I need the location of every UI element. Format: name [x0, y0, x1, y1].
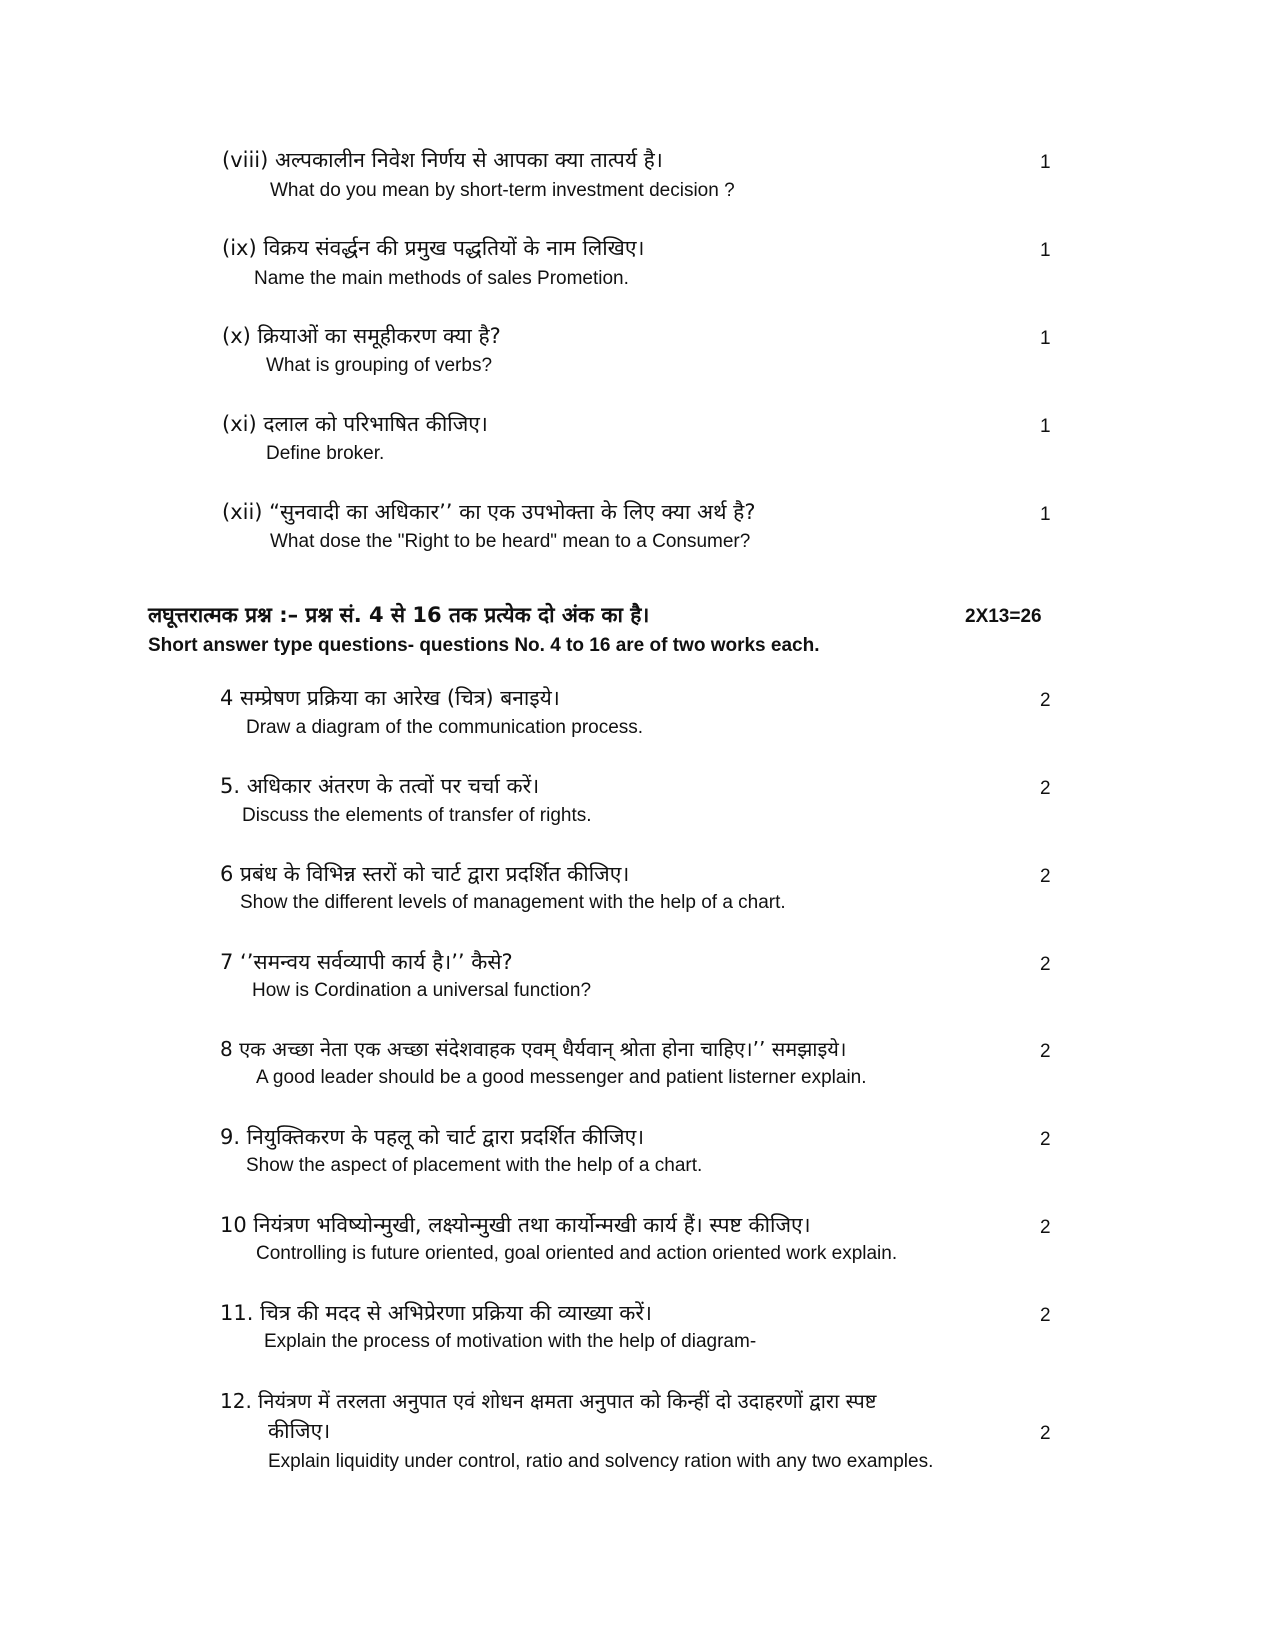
- question-5-hindi: 5. अधिकार अंतरण के तत्वों पर चर्चा करें।: [220, 774, 540, 798]
- question-xi-english: Define broker.: [266, 443, 385, 464]
- question-8-english: A good leader should be a good messenger and patient listerner explain.: [256, 1067, 867, 1088]
- question-10-hindi: 10 नियंत्रण भविष्योन्मुखी, लक्ष्योन्मुखी तथा कार्योन्मखी कार्य हैं। स्पष्ट कीजिए।: [220, 1213, 811, 1237]
- question-7-marks: 2: [1040, 954, 1051, 975]
- question-7-english: How is Cordination a universal function?: [252, 980, 592, 1001]
- question-12-marks: 2: [1040, 1423, 1051, 1444]
- question-x-english: What is grouping of verbs?: [266, 355, 493, 376]
- question-ix-marks: 1: [1040, 240, 1051, 261]
- question-viii-hindi: (viii) अल्पकालीन निवेश निर्णय से आपका क्या तात्पर्य है।: [222, 148, 663, 172]
- question-4-hindi: 4 सम्प्रेषण प्रक्रिया का आरेख (चित्र) बनाइये।: [220, 686, 560, 710]
- question-8-marks: 2: [1040, 1041, 1051, 1062]
- question-8-hindi: 8 एक अच्छा नेता एक अच्छा संदेशवाहक एवम् धैर्यवान् श्रोता होना चाहिए।’’ समझाइये।: [220, 1037, 847, 1061]
- question-12-english: Explain liquidity under control, ratio and solvency ration with any two examples.: [268, 1451, 934, 1472]
- section-total-marks: 2X13=26: [965, 606, 1042, 627]
- question-6-marks: 2: [1040, 866, 1051, 887]
- question-9-english: Show the aspect of placement with the help of a chart.: [246, 1155, 703, 1176]
- question-12-hindi: 12. नियंत्रण में तरलता अनुपात एवं शोधन क्षमता अनुपात को किन्हीं दो उदाहरणों द्वारा स्पष्ट: [220, 1389, 877, 1413]
- question-xii-marks: 1: [1040, 504, 1051, 525]
- question-viii-english: What do you mean by short-term investment decision ?: [270, 180, 735, 201]
- question-6-hindi: 6 प्रबंध के विभिन्न स्तरों को चार्ट द्वारा प्रदर्शित कीजिए।: [220, 862, 630, 886]
- question-xi-hindi: (xi) दलाल को परिभाषित कीजिए।: [222, 412, 488, 436]
- question-ix-hindi: (ix) विक्रय संवर्द्धन की प्रमुख पद्धतियों के नाम लिखिए।: [222, 236, 645, 260]
- question-11-marks: 2: [1040, 1305, 1051, 1326]
- question-9-marks: 2: [1040, 1129, 1051, 1150]
- question-viii-marks: 1: [1040, 152, 1051, 173]
- section-heading-english: Short answer type questions- questions No. 4 to 16 are of two works each.: [148, 635, 820, 656]
- question-11-english: Explain the process of motivation with the help of diagram-: [264, 1331, 757, 1352]
- question-x-hindi: (x) क्रियाओं का समूहीकरण क्या है?: [222, 324, 501, 348]
- question-5-marks: 2: [1040, 778, 1051, 799]
- question-9-hindi: 9. नियुक्तिकरण के पहलू को चार्ट द्वारा प्रदर्शित कीजिए।: [220, 1125, 645, 1149]
- question-xii-english: What dose the "Right to be heard" mean to a Consumer?: [270, 531, 751, 552]
- question-ix-english: Name the main methods of sales Prometion.: [254, 268, 629, 289]
- question-x-marks: 1: [1040, 328, 1051, 349]
- section-heading-hindi: लघूत्तरात्मक प्रश्न :– प्रश्न सं. 4 से 16 तक प्रत्येक दो अंक का है।: [148, 603, 650, 627]
- question-4-marks: 2: [1040, 690, 1051, 711]
- question-10-marks: 2: [1040, 1217, 1051, 1238]
- question-12-hindi-continued: कीजिए।: [268, 1419, 331, 1443]
- question-11-hindi: 11. चित्र की मदद से अभिप्रेरणा प्रक्रिया की व्याख्या करें।: [220, 1301, 652, 1325]
- question-xii-hindi: (xii) “सुनवादी का अधिकार’’ का एक उपभोक्ता के लिए क्या अर्थ है?: [222, 500, 756, 524]
- question-7-hindi: 7 ‘’समन्वय सर्वव्यापी कार्य है।’’ कैसे?: [220, 950, 513, 974]
- question-5-english: Discuss the elements of transfer of rights.: [242, 805, 592, 826]
- question-10-english: Controlling is future oriented, goal oriented and action oriented work explain.: [256, 1243, 898, 1264]
- question-4-english: Draw a diagram of the communication process.: [246, 717, 644, 738]
- question-6-english: Show the different levels of management with the help of a chart.: [240, 892, 786, 913]
- question-xi-marks: 1: [1040, 416, 1051, 437]
